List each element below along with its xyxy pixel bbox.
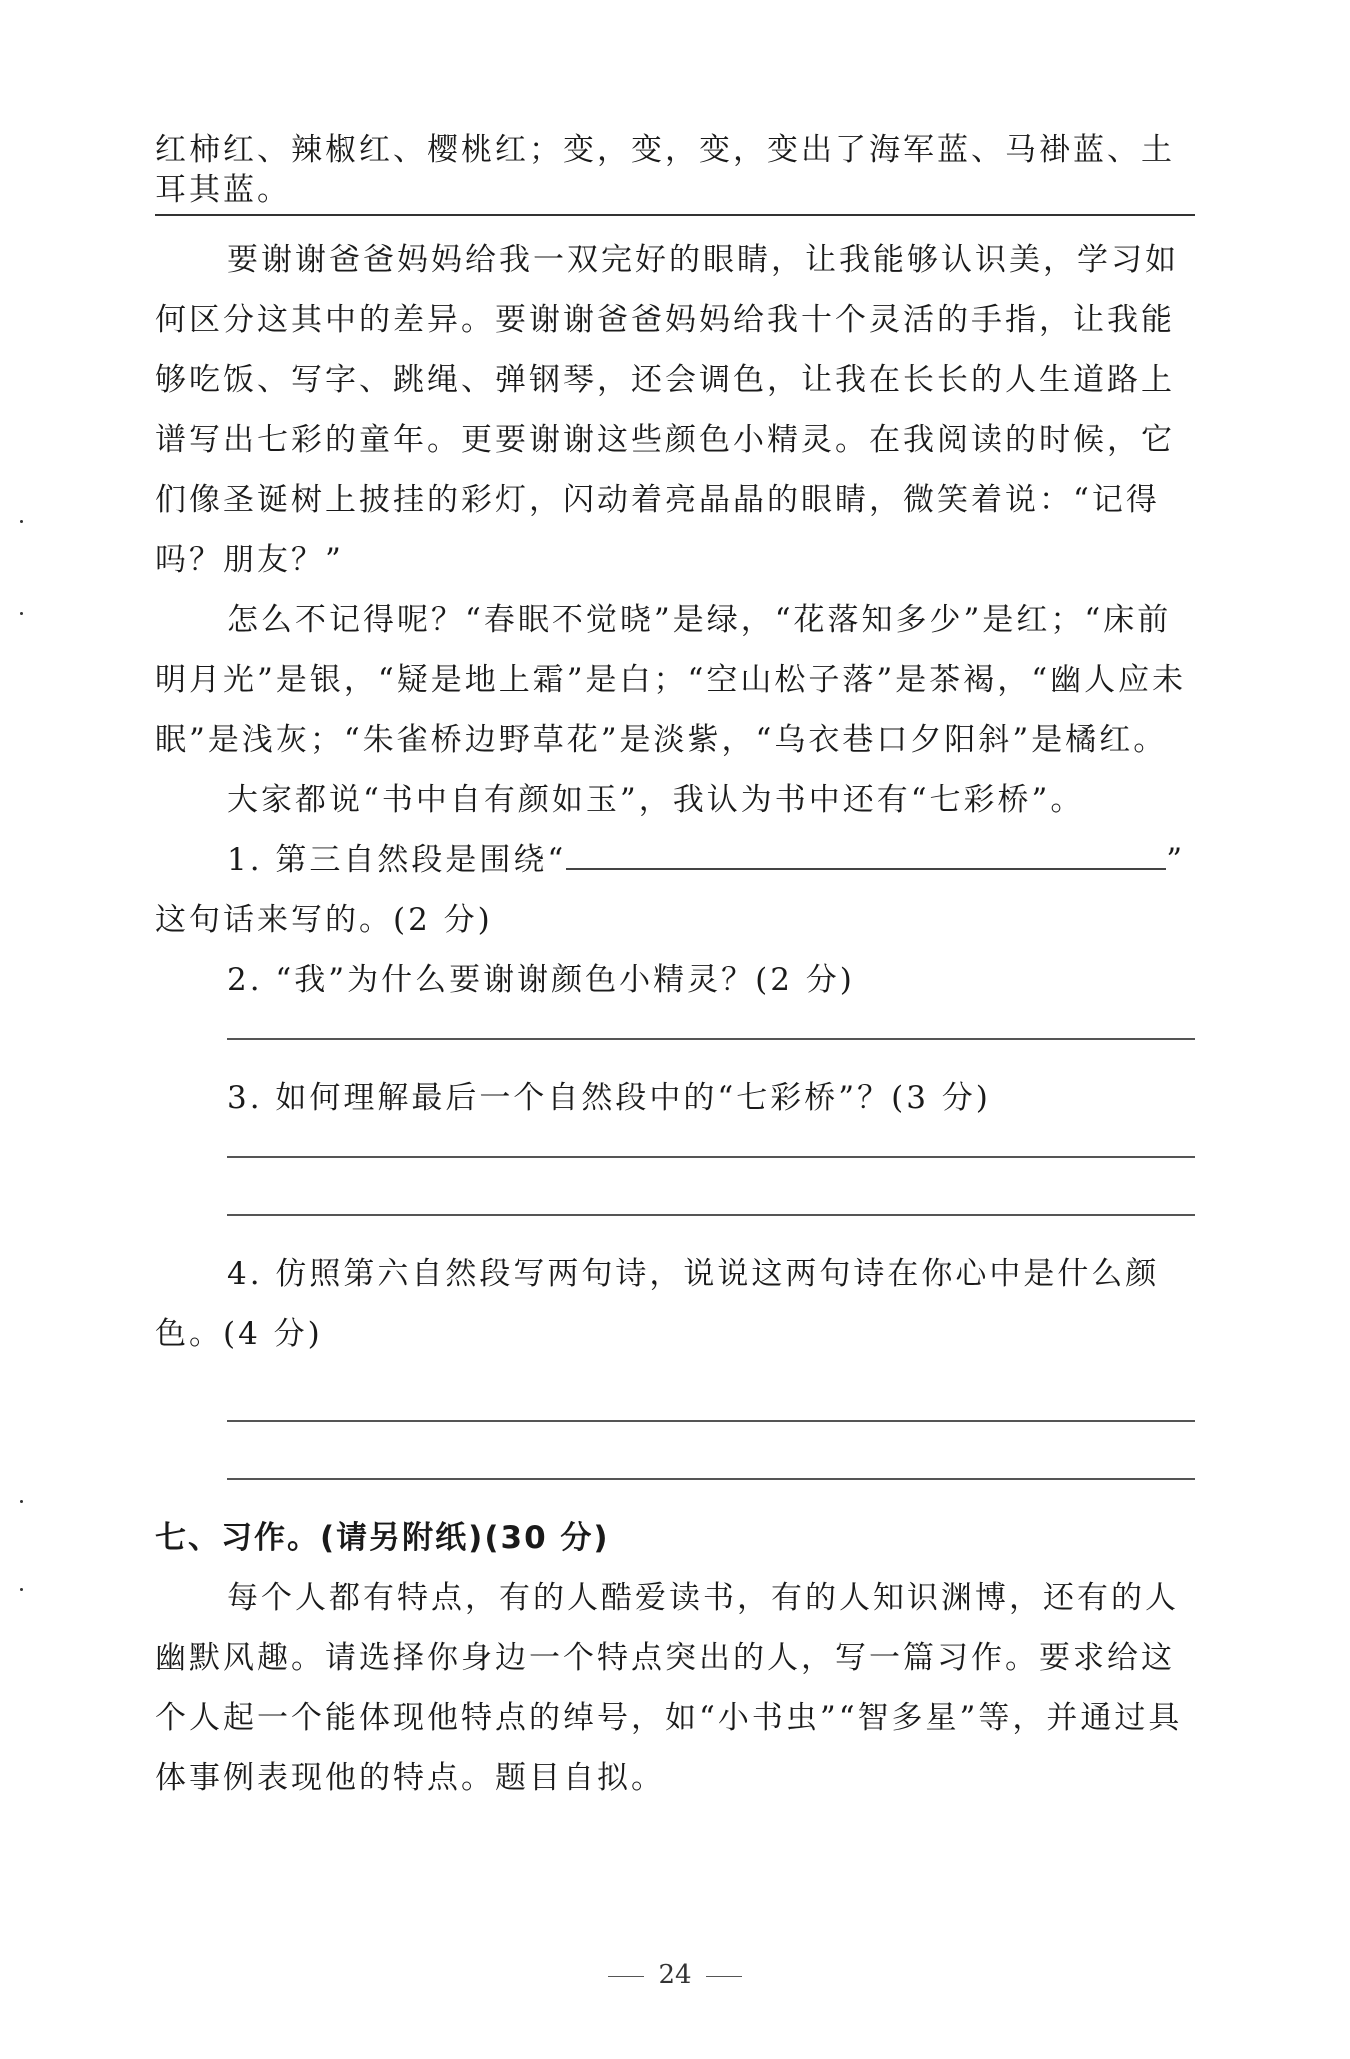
question-1 — [155, 830, 1195, 890]
passage-paragraph-thanks: 要谢谢爸爸妈妈给我一双完好的眼睛，让我能够认识美，学习如何区分这其中的差异。要谢谢爸爸妈妈给我十个灵活的手指，让我能够吃饭、写字、跳绳、弹钢琴，还会调色，让我在长长的人生道路上谱写出七彩的童年。更要谢谢这些颜色小精灵。在我阅读的时候，它们像圣诞树上披挂的彩灯，闪动着亮晶晶的眼睛，微笑着说：“记得吗？朋友？” — [155, 242, 1179, 578]
question-4: 4. 仿照第六自然段写两句诗，说说这两句诗在你心中是什么颜色。(4 分) — [155, 1256, 1160, 1352]
question-3: 3. 如何理解最后一个自然段中的“七彩桥”？(3 分) — [227, 1080, 991, 1116]
scan-mark — [20, 520, 23, 523]
scan-mark — [20, 612, 23, 615]
passage-paragraph-poems: 怎么不记得呢？“春眠不觉晓”是绿，“花落知多少”是红；“床前明月光”是银，“疑是地上霜”是白；“空山松子落”是茶褐，“幽人应未眠”是浅灰；“朱雀桥边野草花”是淡紫，“乌衣巷口夕阳斜”是橘红。 — [155, 602, 1187, 758]
question-1-text: 1. 第三自然段是围绕“ — [227, 842, 567, 878]
page-number-value: 24 — [658, 1960, 692, 1990]
section-7-heading: 七、习作。(请另附纸)(30 分) — [155, 1520, 610, 1556]
question-1-tail: 这句话来写的。(2 分) — [155, 902, 493, 938]
section-7-body: 每个人都有特点，有的人酷爱读书，有的人知识渊博，还有的人幽默风趣。请选择你身边一个特点突出的人，写一篇习作。要求给这个人起一个能体现他特点的绰号，如“小书虫”“智多星”等，并通过具体事例表现他的特点。题目自拟。 — [155, 1580, 1183, 1796]
question-1-close-quote: ” — [1166, 842, 1186, 878]
dash-right — [706, 1976, 742, 1977]
page-number — [0, 1960, 1350, 1990]
scan-mark — [20, 1500, 23, 1503]
scan-mark — [20, 1588, 23, 1591]
passage-paragraph-last: 大家都说“书中自有颜如玉”，我认为书中还有“七彩桥”。 — [227, 782, 1085, 818]
page-content — [155, 130, 1195, 1808]
dash-left — [608, 1976, 644, 1977]
question-2: 2. “我”为什么要谢谢颜色小精灵？(2 分) — [227, 962, 855, 998]
underlined-sentence: 红柿红、辣椒红、樱桃红；变，变，变，变出了海军蓝、马褂蓝、土耳其蓝。 — [155, 130, 1195, 216]
passage-continuation — [155, 130, 1195, 230]
question-1-blank[interactable] — [566, 840, 1166, 870]
